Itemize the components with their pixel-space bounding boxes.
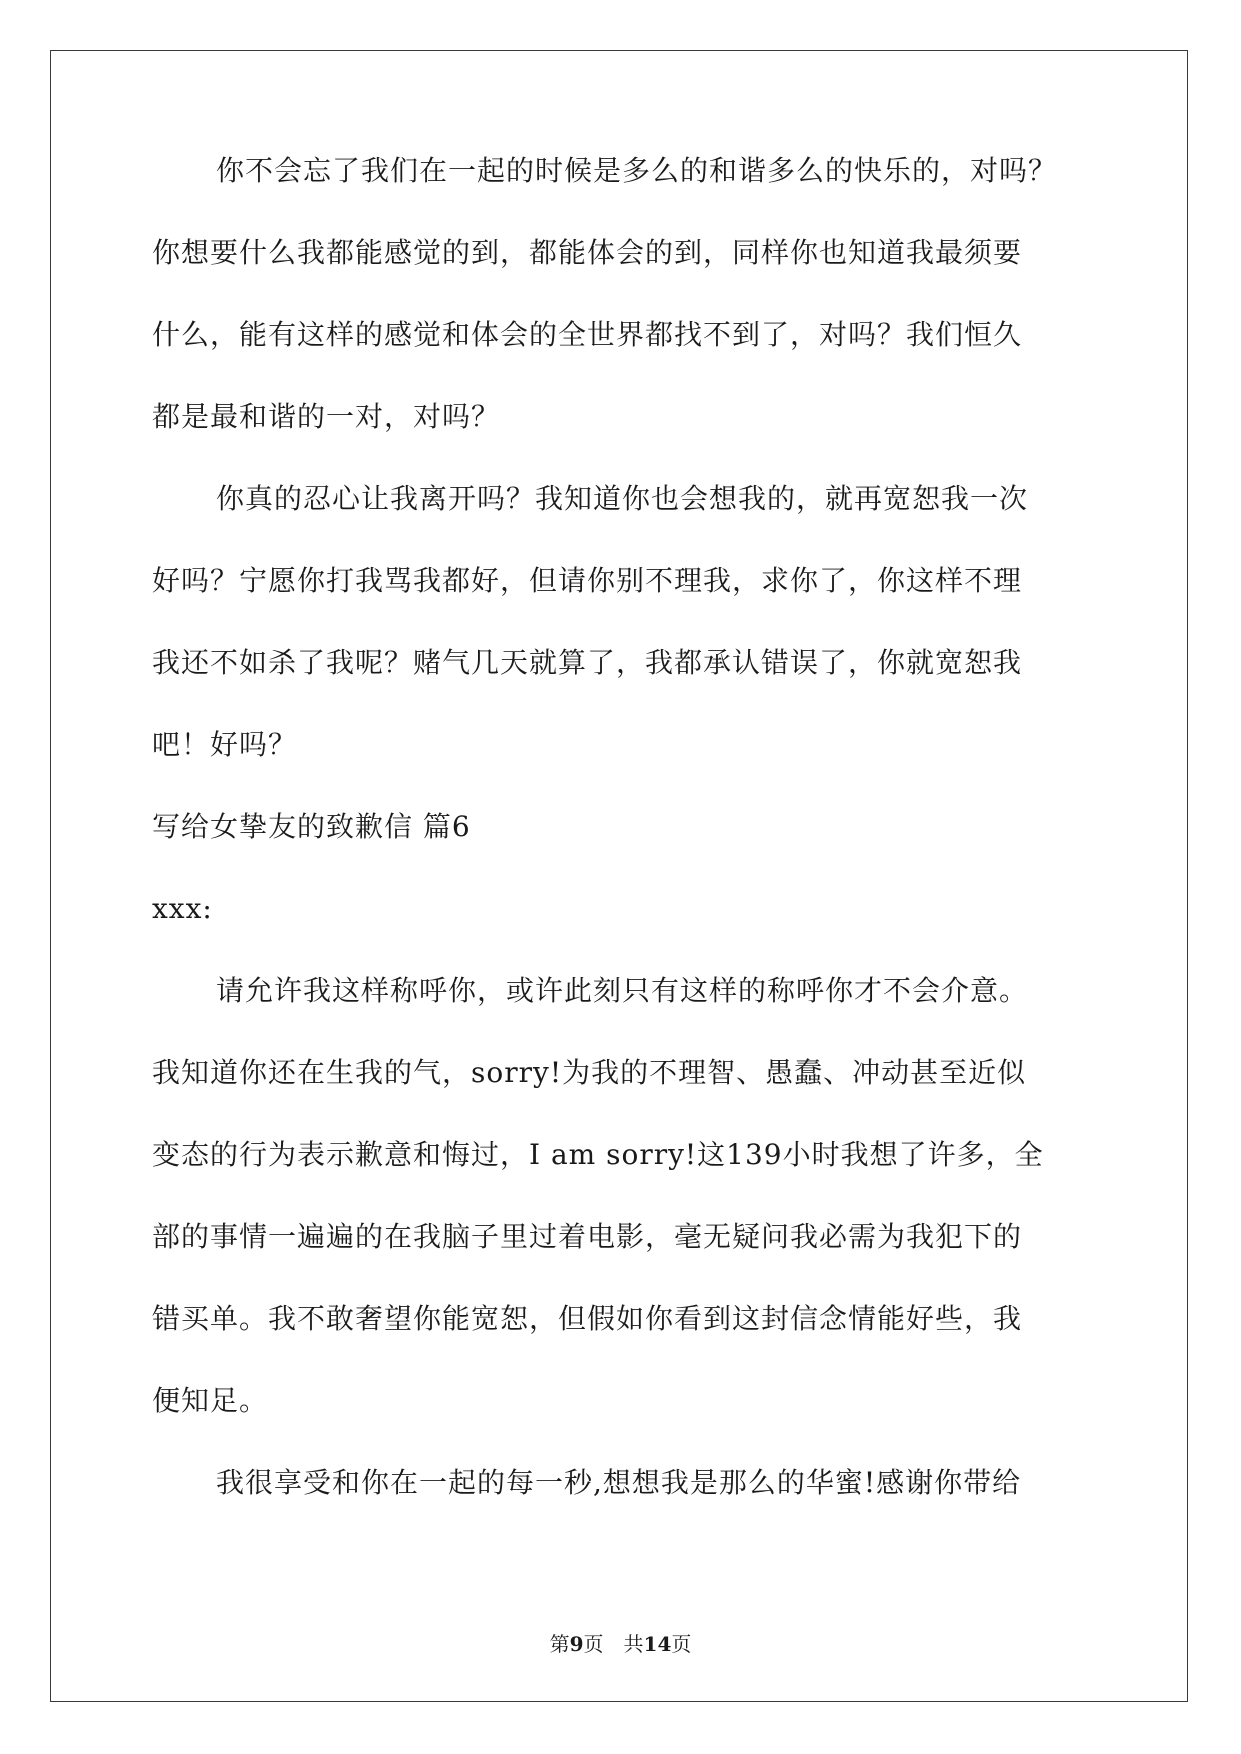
paragraph-line: 错买单。我不敢奢望你能宽恕，但假如你看到这封信念情能好些，我 bbox=[152, 1302, 1023, 1335]
paragraph-line: 变态的行为表示歉意和悔过，I am sorry!这139小时我想了许多，全 bbox=[152, 1138, 1044, 1171]
paragraph-line: 我知道你还在生我的气，sorry!为我的不理智、愚蠢、冲动甚至近似 bbox=[152, 1056, 1027, 1089]
page-current: 9 bbox=[569, 1632, 584, 1656]
paragraph-line: 吧！好吗？ bbox=[152, 728, 298, 761]
paragraph-line: 你不会忘了我们在一起的时候是多么的和谐多么的快乐的，对吗？ bbox=[216, 154, 1058, 187]
page-prefix: 第 bbox=[549, 1632, 570, 1656]
paragraph-line: 你真的忍心让我离开吗？我知道你也会想我的，就再宽恕我一次 bbox=[216, 482, 1029, 515]
paragraph-line: 请允许我这样称呼你，或许此刻只有这样的称呼你才不会介意。 bbox=[216, 974, 1029, 1007]
paragraph-line: 便知足。 bbox=[152, 1384, 269, 1417]
page-total: 14 bbox=[643, 1632, 672, 1656]
section-heading: 写给女挚友的致歉信 篇6 bbox=[152, 810, 471, 843]
document-body bbox=[152, 130, 1092, 1524]
paragraph-line: 部的事情一遍遍的在我脑子里过着电影，毫无疑问我必需为我犯下的 bbox=[152, 1220, 1023, 1253]
page-footer bbox=[0, 1628, 1241, 1657]
paragraph-line: 我还不如杀了我呢？赌气几天就算了，我都承认错误了，你就宽恕我 bbox=[152, 646, 1023, 679]
page-suffix: 页 bbox=[583, 1632, 604, 1656]
paragraph-line: 好吗？宁愿你打我骂我都好，但请你别不理我，求你了，你这样不理 bbox=[152, 564, 1023, 597]
paragraph-line: 你想要什么我都能感觉的到，都能体会的到，同样你也知道我最须要 bbox=[152, 236, 1023, 269]
salutation: xxx: bbox=[152, 892, 213, 925]
paragraph-line: 都是最和谐的一对，对吗？ bbox=[152, 400, 501, 433]
total-suffix: 页 bbox=[671, 1632, 692, 1656]
paragraph-line: 什么，能有这样的感觉和体会的全世界都找不到了，对吗？我们恒久 bbox=[152, 318, 1023, 351]
total-prefix: 共 bbox=[623, 1632, 644, 1656]
paragraph-line: 我很享受和你在一起的每一秒,想想我是那么的华蜜!感谢你带给 bbox=[216, 1466, 1022, 1499]
